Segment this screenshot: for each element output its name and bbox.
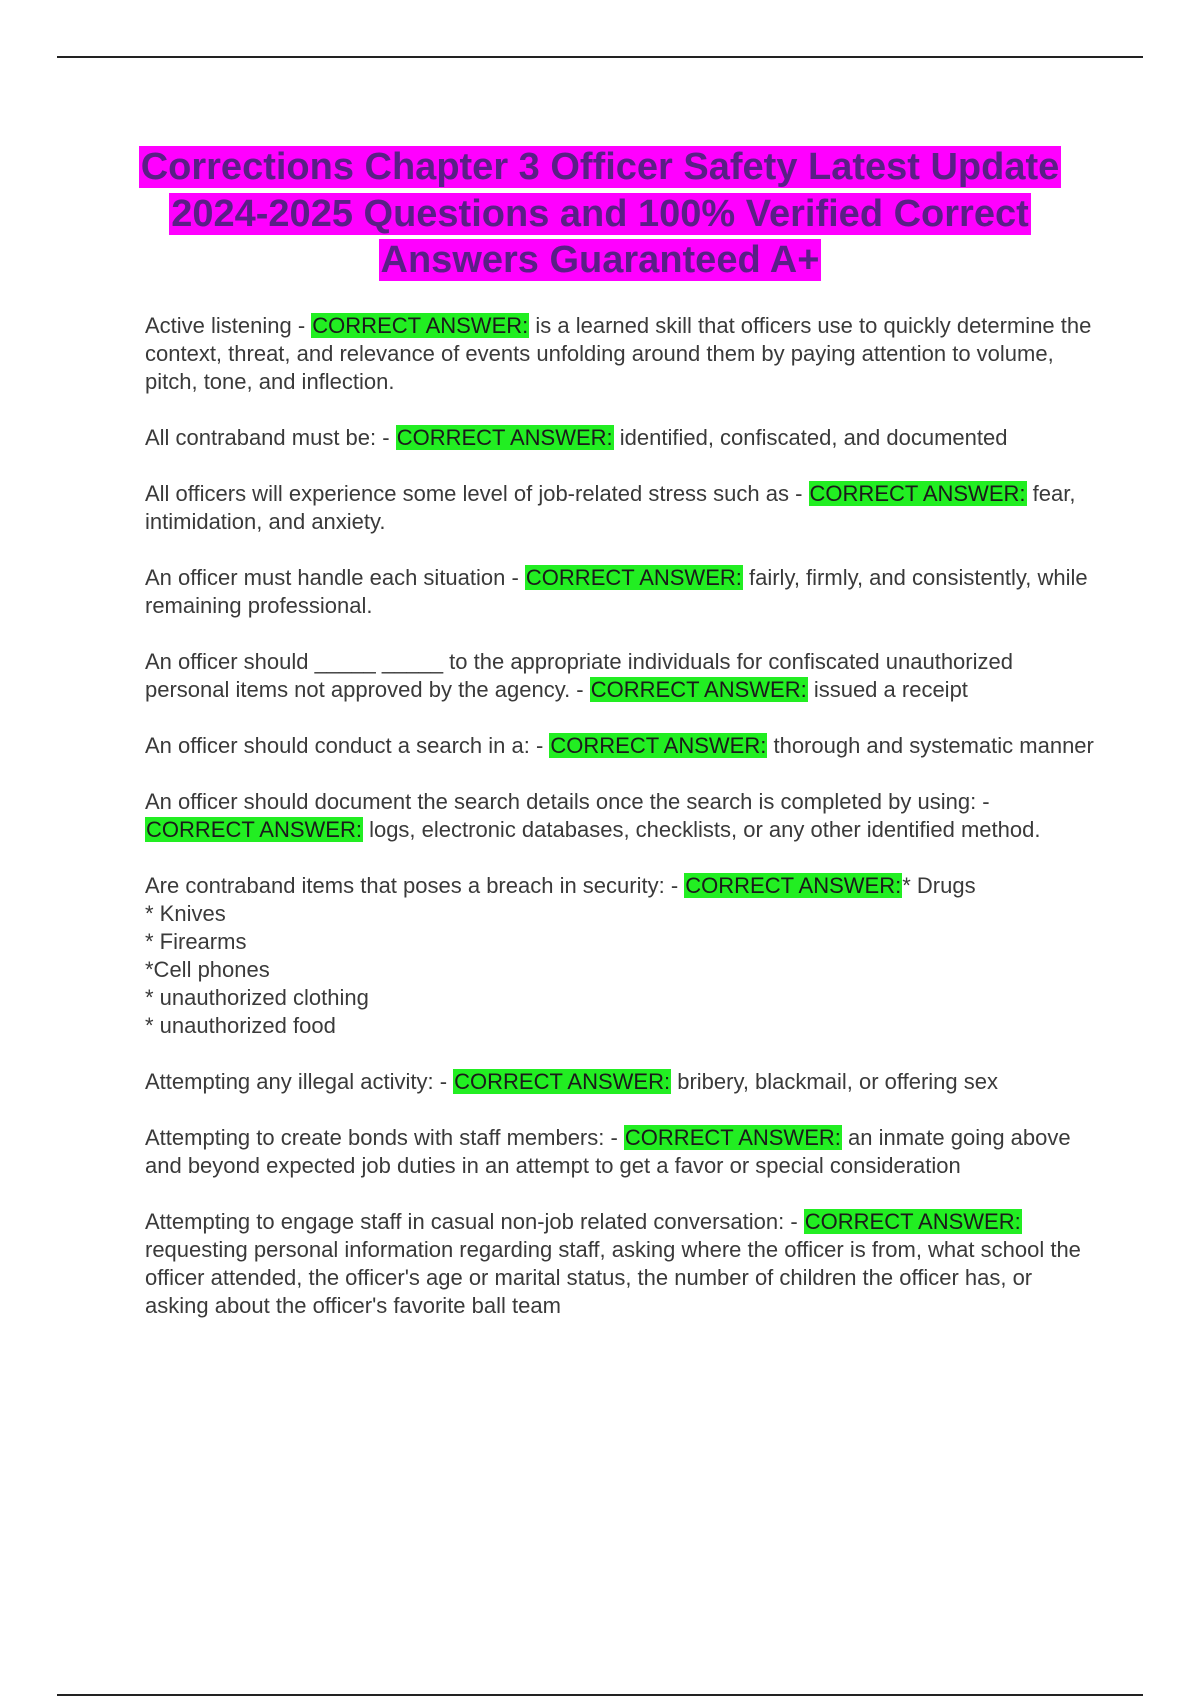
bottom-divider — [57, 1694, 1143, 1696]
document-title — [120, 144, 1080, 284]
question-text: An officer should conduct a search in a: - — [145, 733, 550, 758]
question-text: Attempting any illegal activity: - — [145, 1069, 454, 1094]
answer-text: requesting personal information regarding staff, asking where the officer is from, what school the officer attended, the officer's age or marital status, the number of children the officer has, or asking about the officer's favorite ball team — [145, 1237, 1081, 1318]
answer-text: * Drugs * Knives * Firearms *Cell phones * unauthorized clothing * unauthorized food — [145, 873, 976, 1038]
answer-text: fear, intimidation, and anxiety. — [145, 481, 1076, 534]
question-text: Attempting to create bonds with staff members: - — [145, 1125, 624, 1150]
answer-label: CORRECT ANSWER: — [146, 817, 362, 842]
qa-item — [145, 732, 1095, 760]
answer-text: issued a receipt — [813, 677, 968, 702]
title-highlight: Corrections Chapter 3 Officer Safety Latest Update 2024-2025 Questions and 100% Verified Correct Answers Guaranteed A+ — [140, 146, 1060, 281]
question-text: All contraband must be: - — [145, 425, 396, 450]
answer-label: CORRECT ANSWER: — [454, 1069, 671, 1094]
answer-label: CORRECT ANSWER: — [312, 313, 529, 338]
qa-item — [145, 1208, 1095, 1320]
question-text: An officer must handle each situation - — [145, 565, 525, 590]
question-text: An officer should document the search details once the search is completed by using: - — [145, 789, 990, 814]
answer-text: is a learned skill that officers use to quickly determine the context, threat, and relevance of events unfolding around them by paying attention to volume, pitch, tone, and inflection. — [145, 313, 1092, 394]
question-text: All officers will experience some level of job-related stress such as - — [145, 481, 809, 506]
qa-item — [145, 564, 1095, 620]
qa-item — [145, 1124, 1095, 1180]
answer-text: an inmate going above and beyond expected job duties in an attempt to get a favor or special consideration — [145, 1125, 1071, 1178]
qa-item — [145, 424, 1095, 452]
qa-item — [145, 872, 1095, 1040]
question-text: Attempting to engage staff in casual non-job related conversation: - — [145, 1209, 804, 1234]
question-text: Are contraband items that poses a breach in security: - — [145, 873, 685, 898]
answer-label: CORRECT ANSWER: — [396, 425, 613, 450]
question-text: An officer should _____ _____ to the appropriate individuals for confiscated unauthorized personal items not approved by the agency. - — [145, 649, 1013, 702]
top-divider — [57, 56, 1143, 58]
answer-text: fairly, firmly, and consistently, while remaining professional. — [145, 565, 1088, 618]
answer-label: CORRECT ANSWER: — [525, 565, 742, 590]
qa-item — [145, 788, 1095, 844]
answer-text: identified, confiscated, and documented — [619, 425, 1008, 450]
answer-label: CORRECT ANSWER: — [550, 733, 767, 758]
answer-text: logs, electronic databases, checklists, or any other identified method. — [369, 817, 1041, 842]
qa-list — [145, 312, 1095, 1348]
qa-item — [145, 480, 1095, 536]
qa-item — [145, 1068, 1095, 1096]
answer-label: CORRECT ANSWER: — [685, 873, 902, 898]
answer-text: bribery, blackmail, or offering sex — [677, 1069, 998, 1094]
qa-item — [145, 648, 1095, 704]
answer-label: CORRECT ANSWER: — [624, 1125, 841, 1150]
qa-item — [145, 312, 1095, 396]
question-text: Active listening - — [145, 313, 312, 338]
answer-label: CORRECT ANSWER: — [809, 481, 1026, 506]
answer-text: thorough and systematic manner — [773, 733, 1094, 758]
answer-label: CORRECT ANSWER: — [590, 677, 807, 702]
answer-label: CORRECT ANSWER: — [804, 1209, 1021, 1234]
